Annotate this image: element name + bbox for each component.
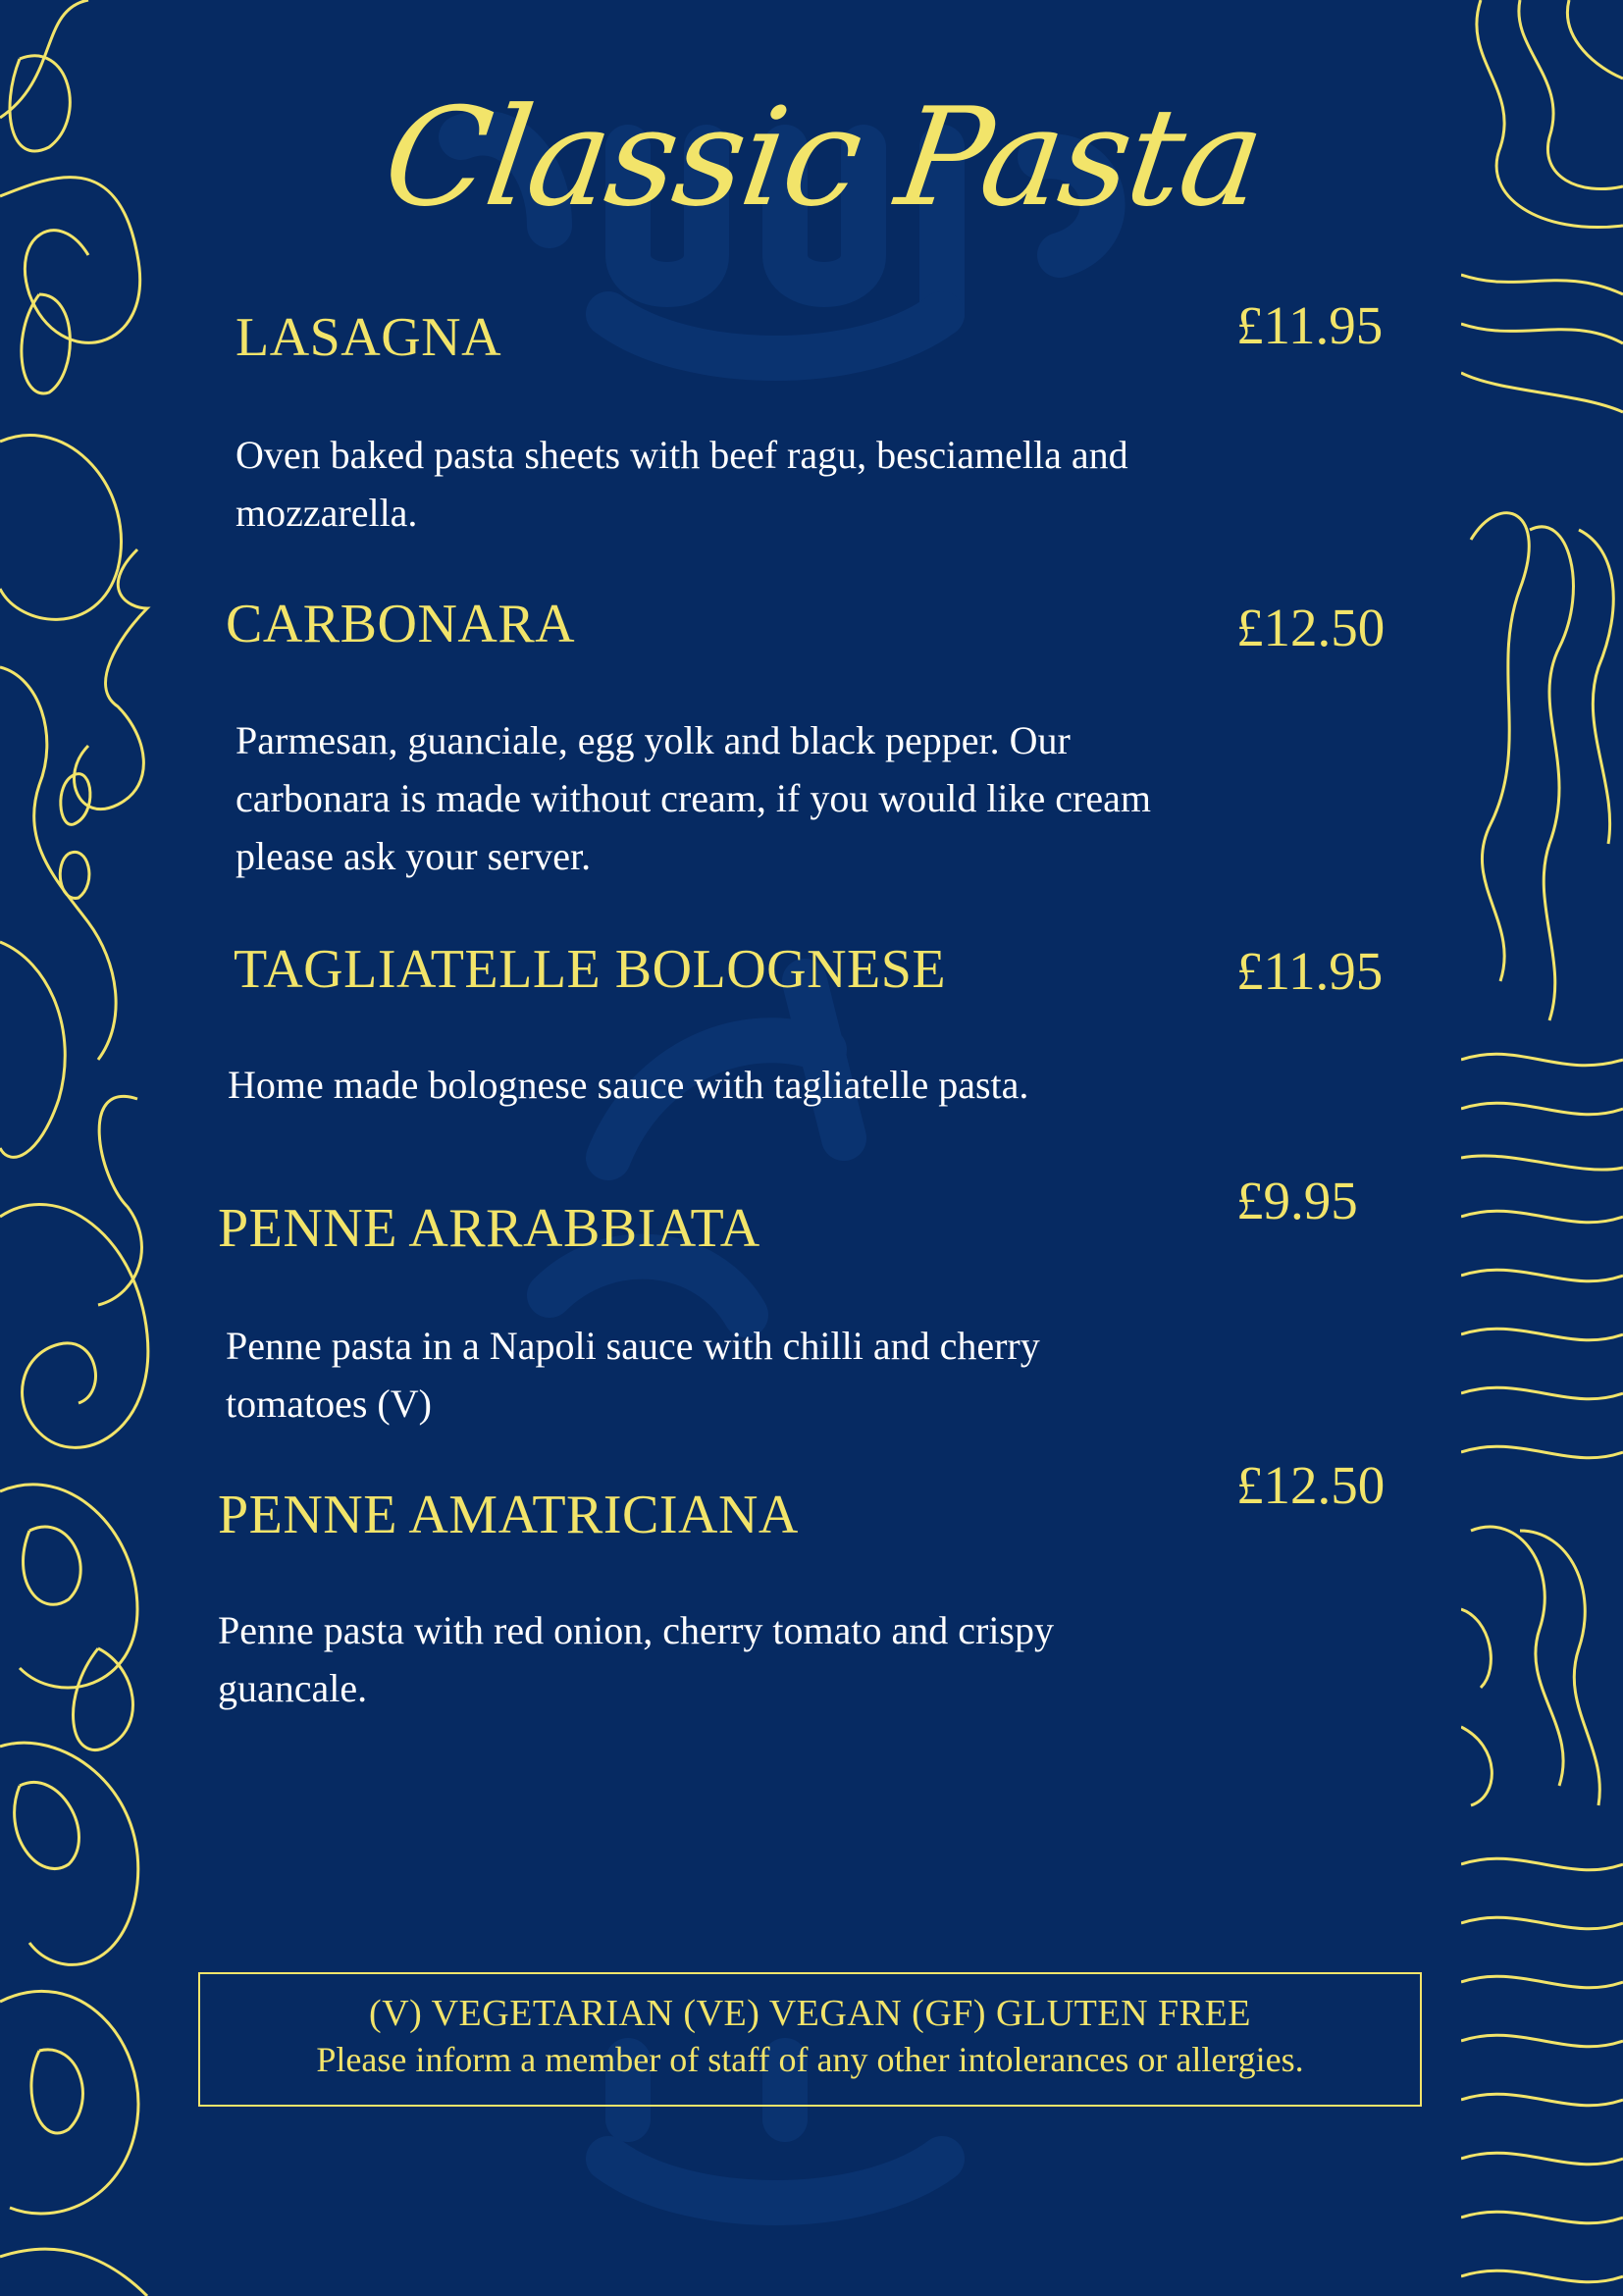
item-price-lasagna: £11.95 xyxy=(1236,295,1384,355)
item-description-penne-amatriciana: Penne pasta with red onion, cherry tomato and crispy guancale. xyxy=(218,1608,1054,1710)
left-wavy-border-decoration xyxy=(0,0,162,2296)
item-price-penne-arrabbiata: £9.95 xyxy=(1236,1171,1358,1230)
item-name-carbonara: CARBONARA xyxy=(226,594,576,654)
item-price-penne-amatriciana: £12.50 xyxy=(1236,1455,1386,1515)
item-name-penne-arrabbiata: PENNE ARRABBIATA xyxy=(218,1198,760,1259)
item-name-lasagna: LASAGNA xyxy=(236,307,502,368)
item-description-carbonara: Parmesan, guanciale, egg yolk and black pepper. Our carbonara is made without cream, if you would like cream please ask your server. xyxy=(236,718,1151,878)
item-description-tagliatelle-bolognese: Home made bolognese sauce with tagliatelle pasta. xyxy=(228,1063,1029,1107)
item-price-tagliatelle-bolognese: £11.95 xyxy=(1236,941,1384,1001)
item-description-penne-arrabbiata: Penne pasta in a Napoli sauce with chilli and cherry tomatoes (V) xyxy=(226,1324,1040,1426)
page-title: Classic Pasta xyxy=(375,78,1272,236)
item-description-lasagna: Oven baked pasta sheets with beef ragu, besciamella and mozzarella. xyxy=(236,433,1128,535)
dietary-notice-box xyxy=(198,1972,1422,2107)
item-price-carbonara: £12.50 xyxy=(1236,598,1386,657)
allergy-notice: Please inform a member of staff of any other intolerances or allergies. xyxy=(316,2040,1304,2079)
item-name-tagliatelle-bolognese: TAGLIATELLE BOLOGNESE xyxy=(234,939,947,1000)
dietary-legend: (V) VEGETARIAN (VE) VEGAN (GF) GLUTEN FREE xyxy=(369,1993,1251,2034)
item-name-penne-amatriciana: PENNE AMATRICIANA xyxy=(218,1485,799,1545)
right-wavy-border-decoration xyxy=(1461,0,1623,2296)
